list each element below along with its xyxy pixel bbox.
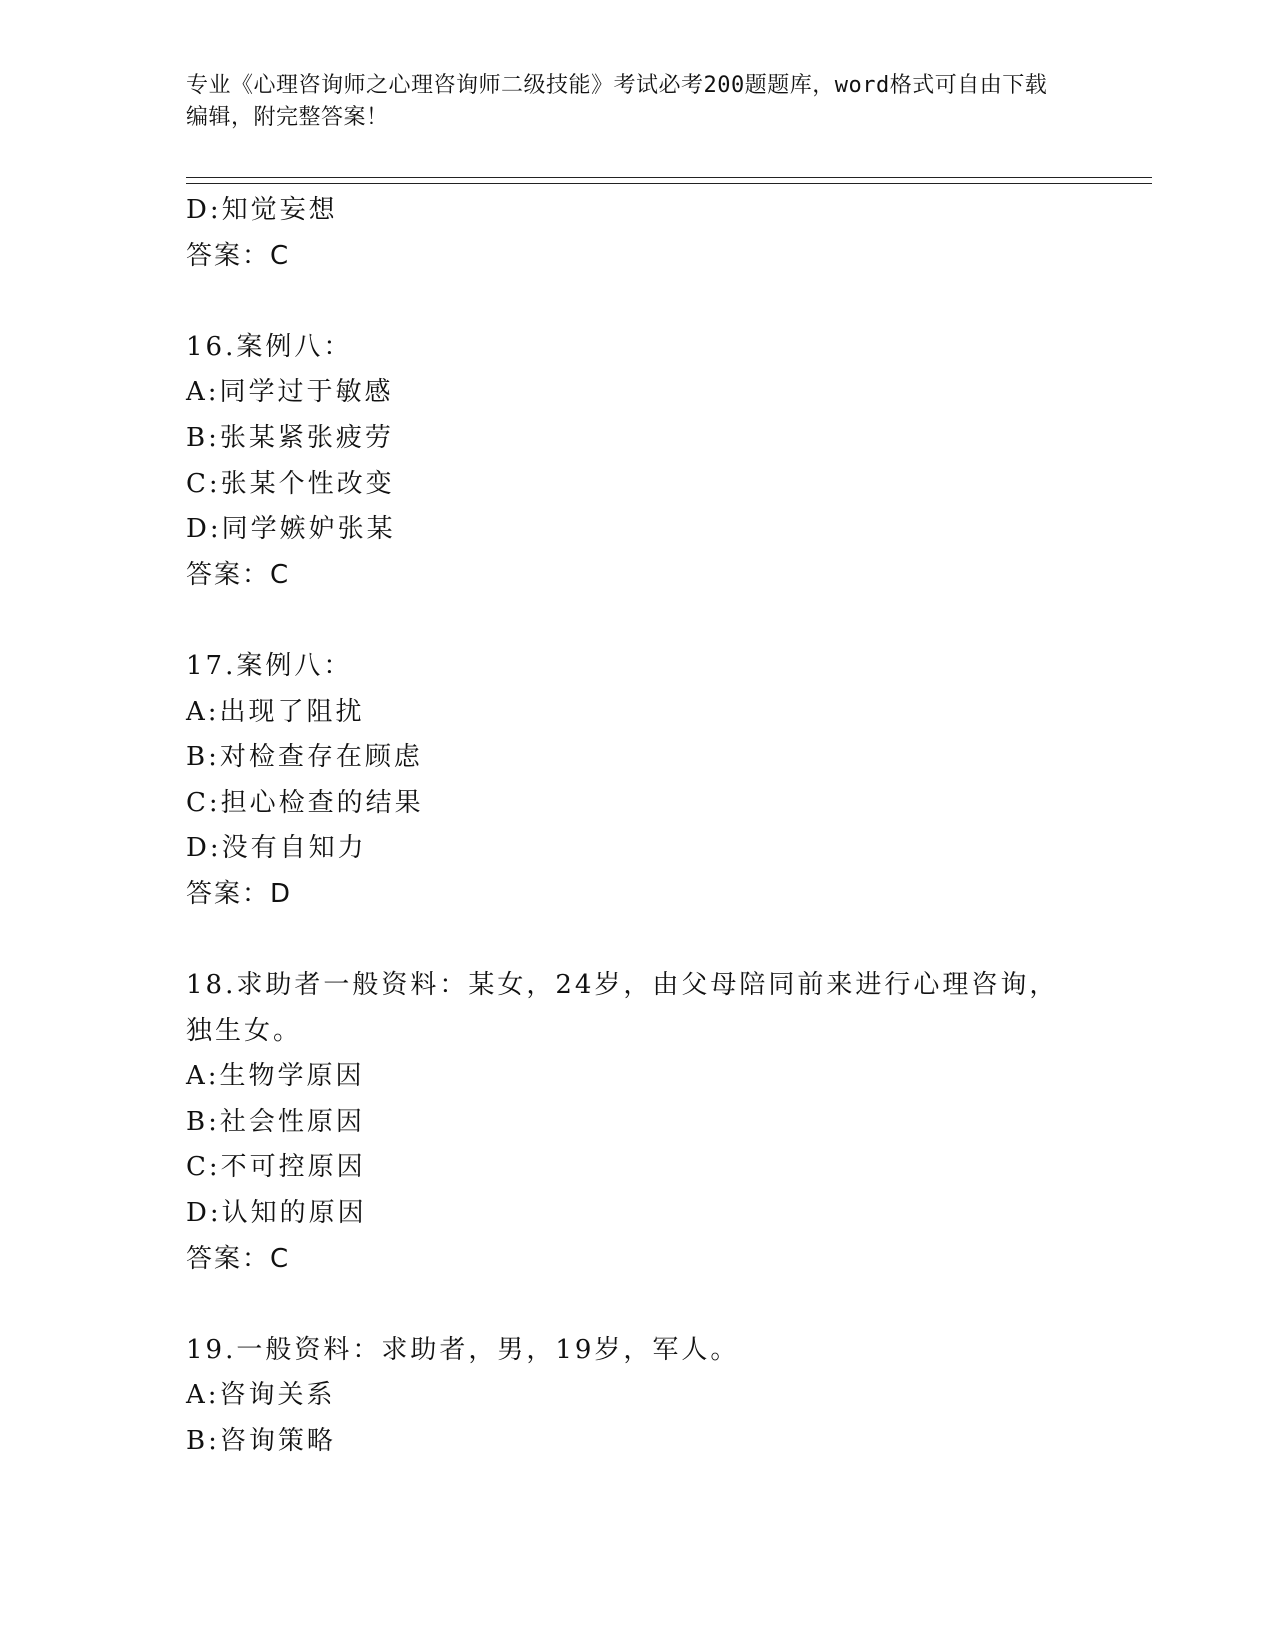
- answer: 答案：C: [186, 559, 291, 590]
- header-rule-bottom: [186, 183, 1152, 184]
- question-list: [186, 188, 1086, 1465]
- option-b: B:对检查存在顾虑: [186, 742, 423, 773]
- option-c: C:张某个性改变: [186, 468, 395, 499]
- spacer: [186, 1282, 1086, 1328]
- option-a: A:生物学原因: [186, 1061, 365, 1092]
- option-d: D:认知的原因: [186, 1198, 367, 1229]
- option-b: B:张某紧张疲劳: [186, 422, 394, 453]
- option-a: A:出现了阻扰: [186, 696, 365, 727]
- question-stem: 17.案例八：: [186, 650, 353, 681]
- answer: 答案：C: [186, 1243, 291, 1274]
- answer: 答案：C: [186, 240, 291, 271]
- option-b: B:社会性原因: [186, 1106, 365, 1137]
- option-c: C:不可控原因: [186, 1152, 366, 1183]
- question-stem: 16.案例八：: [186, 331, 353, 362]
- option-d: D:没有自知力: [186, 833, 367, 864]
- spacer: [186, 918, 1086, 964]
- spacer: [186, 598, 1086, 644]
- header-rule-top: [186, 177, 1152, 178]
- option-b: B:咨询策略: [186, 1426, 336, 1457]
- question-stem: 18.求助者一般资料：某女，24岁，由父母陪同前来进行心理咨询，独生女。: [186, 970, 1059, 1046]
- answer: 答案：D: [186, 878, 293, 909]
- document-header: 专业《心理咨询师之心理咨询师二级技能》考试必考200题题库，word格式可自由下载编辑，附完整答案！: [186, 73, 1048, 130]
- option-c: C:担心检查的结果: [186, 787, 424, 818]
- option-d: D:知觉妄想: [186, 195, 338, 225]
- spacer: [186, 279, 1086, 325]
- option-d: D:同学嫉妒张某: [186, 514, 396, 545]
- option-a: A:咨询关系: [186, 1380, 336, 1411]
- question-stem: 19.一般资料：求助者，男，19岁，军人。: [186, 1334, 740, 1365]
- option-a: A:同学过于敏感: [186, 377, 394, 408]
